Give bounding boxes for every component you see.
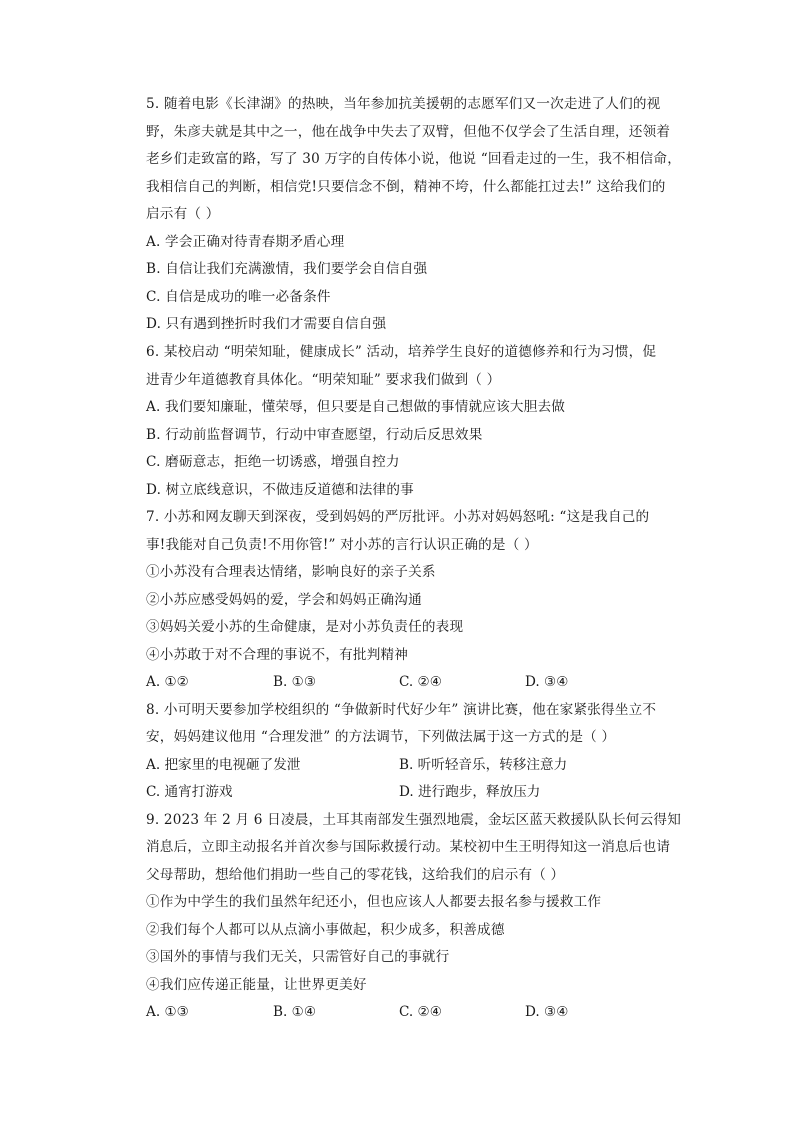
question-5-stem-line: 老乡们走致富的路，写了 30 万字的自传体小说，他说 “回看走过的一生，我不相信命， — [146, 151, 681, 167]
question-9-option-d: D. ③④ — [525, 1004, 569, 1020]
question-9-stem-line: 父母帮助，想给他们捐助一些自己的零花钱，这给我们的启示有（ ） — [146, 867, 565, 883]
question-7-statement: ④小苏敢于对不合理的事说不，有批判精神 — [146, 647, 409, 663]
question-8-option-d: D. 进行跑步，释放压力 — [399, 784, 541, 800]
question-7-stem-line: 7. 小苏和网友聊天到深夜，受到妈妈的严厉批评。小苏对妈妈怒吼: “这是我自己的 — [146, 509, 650, 525]
question-9-option-b: B. ①④ — [273, 1004, 317, 1020]
question-5-option-b: B. 自信让我们充满激情，我们要学会自信自强 — [146, 261, 428, 277]
question-9-stem-line: 消息后，立即主动报名并首次参与国际救援行动。某校初中生王明得知这一消息后也请 — [146, 839, 671, 855]
question-8-option-b: B. 听听轻音乐，转移注意力 — [399, 757, 568, 773]
question-9-statement: ③国外的事情与我们无关，只需管好自己的事就行 — [146, 949, 450, 965]
question-6-stem-line: 6. 某校启动 “明荣知耻，健康成长” 活动，培养学生良好的道德修养和行为习惯，促 — [146, 344, 657, 360]
question-5-stem-line: 5. 随着电影《长津湖》的热映，当年参加抗美援朝的志愿军们又一次走进了人们的视 — [146, 96, 661, 112]
question-5-option-d: D. 只有遇到挫折时我们才需要自信自强 — [146, 316, 387, 332]
question-5-option-a: A. 学会正确对待青春期矛盾心理 — [146, 234, 345, 250]
question-9-statement: ②我们每个人都可以从点滴小事做起，积少成多，积善成德 — [146, 922, 505, 938]
question-9-statement: ④我们应传递正能量，让世界更美好 — [146, 977, 367, 993]
question-6-option-b: B. 行动前监督调节，行动中审查愿望，行动后反思效果 — [146, 427, 483, 443]
question-7-stem-line: 事!我能对自己负责!不用你管!” 对小苏的言行认识正确的是（ ） — [146, 537, 538, 553]
question-8-option-a: A. 把家里的电视砸了发泄 — [146, 757, 301, 773]
question-7-statement: ①小苏没有合理表达情绪，影响良好的亲子关系 — [146, 564, 436, 580]
question-9-option-a: A. ①③ — [146, 1004, 189, 1020]
question-6-option-d: D. 树立底线意识，不做违反道德和法律的事 — [146, 482, 414, 498]
question-6-option-c: C. 磨砺意志，拒绝一切诱惑，增强自控力 — [146, 454, 400, 470]
question-8-stem-line: 8. 小可明天要参加学校组织的 “争做新时代好少年” 演讲比赛，他在家紧张得坐立不 — [146, 702, 657, 718]
question-6-stem-line: 进青少年道德教育具体化。“明荣知耻” 要求我们做到（ ） — [146, 372, 501, 388]
question-9-stem-line: 9. 2023 年 2 月 6 日凌晨，土耳其南部发生强烈地震，金坛区蓝天救援队队长何云得知 — [146, 812, 681, 828]
question-7-option-a: A. ①② — [146, 674, 189, 690]
question-8-stem-line: 安，妈妈建议他用 “合理发泄” 的方法调节，下列做法属于这一方式的是（ ） — [146, 729, 616, 745]
question-5-option-c: C. 自信是成功的唯一必备条件 — [146, 289, 331, 305]
question-7-option-d: D. ③④ — [525, 674, 569, 690]
question-7-option-b: B. ①③ — [273, 674, 317, 690]
question-5-stem-line: 启示有（ ） — [146, 206, 220, 222]
question-5-stem-line: 我相信自己的判断，相信党!只要信念不倒，精神不垮，什么都能扛过去!” 这给我们的 — [146, 179, 666, 195]
question-6-option-a: A. 我们要知廉耻，懂荣辱，但只要是自己想做的事情就应该大胆去做 — [146, 399, 566, 415]
question-9-statement: ①作为中学生的我们虽然年纪还小，但也应该人人都要去报名参与援救工作 — [146, 894, 602, 910]
question-5-stem-line: 野，朱彦夫就是其中之一，他在战争中失去了双臂，但他不仅学会了生活自理，还领着 — [146, 124, 671, 140]
question-9-option-c: C. ②④ — [399, 1004, 442, 1020]
question-8-option-c: C. 通宵打游戏 — [146, 784, 233, 800]
question-7-statement: ②小苏应感受妈妈的爱，学会和妈妈正确沟通 — [146, 592, 422, 608]
question-7-option-c: C. ②④ — [399, 674, 442, 690]
question-7-statement: ③妈妈关爱小苏的生命健康，是对小苏负责任的表现 — [146, 619, 464, 635]
